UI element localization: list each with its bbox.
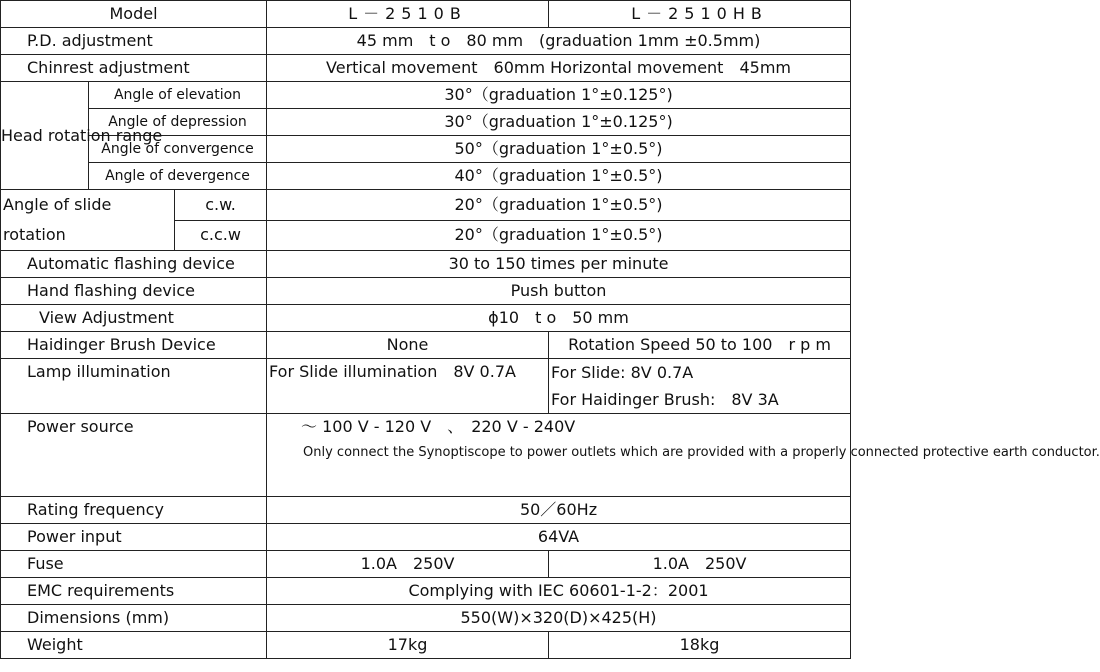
- table-row-pd: [1, 28, 851, 55]
- haidinger-value-a: None: [267, 332, 549, 359]
- table-row-fuse: [1, 551, 851, 578]
- fuse-value-a: 1.0A 250V: [267, 551, 549, 578]
- chinrest-value: Vertical movement 60mm Horizontal movement 45mm: [267, 55, 851, 82]
- table-row-weight: [1, 632, 851, 659]
- fuse-label: Fuse: [1, 551, 267, 578]
- table-row-lamp: [1, 359, 851, 414]
- power-source-note: Only connect the Synoptiscope to power outlets which are provided with a properly connected protective earth conductor.: [303, 445, 1100, 460]
- lamp-value-b: [549, 359, 851, 414]
- table-row-haidinger: [1, 332, 851, 359]
- slide-ccw-value: 20°（graduation 1°±0.5°): [267, 220, 851, 251]
- table-row-slide-cw: [1, 190, 851, 221]
- model-b-header: L－2510HB: [549, 1, 851, 28]
- slide-cw-label: c.w.: [175, 190, 267, 221]
- rating-freq-value: 50／60Hz: [267, 497, 851, 524]
- lamp-value-a: For Slide illumination 8V 0.7A: [267, 359, 549, 414]
- rating-freq-label: Rating frequency: [1, 497, 267, 524]
- chinrest-label: Chinrest adjustment: [1, 55, 267, 82]
- slide-ccw-label: c.c.w: [175, 220, 267, 251]
- pd-value: 45 mm t o 80 mm (graduation 1mm ±0.5mm): [267, 28, 851, 55]
- emc-value: Complying with IEC 60601-1-2：2001: [267, 578, 851, 605]
- table-row-rating-freq: [1, 497, 851, 524]
- depression-label: Angle of depression: [89, 109, 267, 136]
- power-input-value: 64VA: [267, 524, 851, 551]
- haidinger-value-b: Rotation Speed 50 to 100 r p m: [549, 332, 851, 359]
- table-row-elevation: [1, 82, 851, 109]
- slide-rotation-label: Angle of slide rotation: [1, 190, 175, 251]
- power-source-value: [267, 414, 1100, 497]
- dimensions-label: Dimensions (mm): [1, 605, 267, 632]
- devergence-label: Angle of devergence: [89, 163, 267, 190]
- lamp-value-b-line1: For Slide: 8V 0.7A: [551, 363, 694, 382]
- table-row-dimensions: [1, 605, 851, 632]
- power-source-label: Power source: [1, 414, 267, 497]
- slide-cw-value: 20°（graduation 1°±0.5°): [267, 190, 851, 221]
- model-header-label: Model: [1, 1, 267, 28]
- table-row-devergence: [1, 163, 851, 190]
- auto-flash-value: 30 to 150 times per minute: [267, 251, 851, 278]
- head-rotation-label: Head rotation range: [1, 82, 89, 190]
- table-row-depression: [1, 109, 851, 136]
- emc-label: EMC requirements: [1, 578, 267, 605]
- lamp-label: Lamp illumination: [1, 359, 267, 414]
- elevation-value: 30°（graduation 1°±0.125°): [267, 82, 851, 109]
- table-row-model: [1, 1, 851, 28]
- table-row-view-adj: [1, 305, 851, 332]
- haidinger-label: Haidinger Brush Device: [1, 332, 267, 359]
- power-input-label: Power input: [1, 524, 267, 551]
- table-row-convergence: [1, 136, 851, 163]
- depression-value: 30°（graduation 1°±0.125°): [267, 109, 851, 136]
- table-row-power-input: [1, 524, 851, 551]
- weight-label: Weight: [1, 632, 267, 659]
- table-row-auto-flash: [1, 251, 851, 278]
- weight-value-b: 18kg: [549, 632, 851, 659]
- table-row-hand-flash: [1, 278, 851, 305]
- devergence-value: 40°（graduation 1°±0.5°): [267, 163, 851, 190]
- hand-flash-value: Push button: [267, 278, 851, 305]
- auto-flash-label: Automatic flashing device: [1, 251, 267, 278]
- model-a-header: L－2510B: [267, 1, 549, 28]
- view-adj-value: ϕ10 t o 50 mm: [267, 305, 851, 332]
- convergence-label: Angle of convergence: [89, 136, 267, 163]
- convergence-value: 50°（graduation 1°±0.5°): [267, 136, 851, 163]
- pd-label: P.D. adjustment: [1, 28, 267, 55]
- lamp-value-b-line2: For Haidinger Brush: 8V 3A: [551, 390, 779, 409]
- fuse-value-b: 1.0A 250V: [549, 551, 851, 578]
- dimensions-value: 550(W)×320(D)×425(H): [267, 605, 851, 632]
- elevation-label: Angle of elevation: [89, 82, 267, 109]
- table-row-chinrest: [1, 55, 851, 82]
- view-adj-label: View Adjustment: [1, 305, 267, 332]
- hand-flash-label: Hand flashing device: [1, 278, 267, 305]
- power-source-line1: ～ 100 V - 120 V 、 220 V - 240V: [301, 417, 576, 436]
- table-row-emc: [1, 578, 851, 605]
- table-row-power-source: [1, 414, 851, 497]
- weight-value-a: 17kg: [267, 632, 549, 659]
